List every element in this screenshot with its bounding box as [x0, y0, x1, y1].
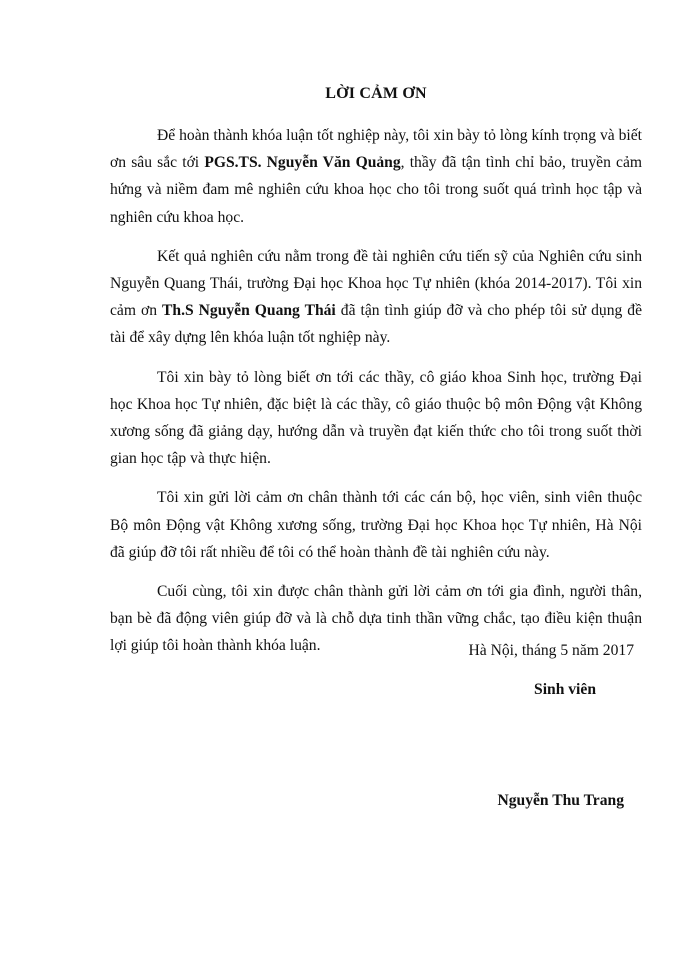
paragraph-4: Tôi xin gửi lời cảm ơn chân thành tới các cán bộ, học viên, sinh viên thuộc Bộ môn Động vật Không xương sống, trường Đại học Khoa học Tự nhiên, Hà Nội đã giúp đỡ tôi rất nhiều để tôi có thể hoàn thành đề tài nghiên cứu này.: [110, 489, 642, 561]
paragraph-1: [110, 122, 642, 231]
paragraph-5: Cuối cùng, tôi xin được chân thành gửi lời cảm ơn tới gia đình, người thân, bạn bè đã động viên giúp đỡ và là chỗ dựa tinh thần vững chắc, tạo điều kiện thuận lợi giúp tôi hoàn thành khóa luận.: [110, 583, 642, 655]
date-line: Hà Nội, tháng 5 năm 2017: [468, 642, 634, 659]
co-advisor-name: Th.S Nguyễn Quang Thái: [162, 302, 336, 320]
advisor-name: PGS.TS. Nguyễn Văn Quảng: [204, 154, 401, 172]
paragraph-1-text-before: Để hoàn thành khóa luận tốt nghiệp này, tôi xin bày tỏ lòng kính trọng và biết ơn sâu sắc tới: [110, 127, 642, 172]
signer-name: Nguyễn Thu Trang: [497, 792, 624, 809]
paragraph-2-text-after: đã tận tình giúp đỡ và cho phép tôi sử dụng đề tài để xây dựng lên khóa luận tốt nghiệp này.: [110, 302, 643, 347]
signer-role: Sinh viên: [534, 681, 596, 698]
document-title: LỜI CẢM ƠN: [325, 85, 427, 102]
paragraph-1-text-after: , thầy đã tận tình chỉ bảo, truyền cảm hứng và niềm đam mê nghiên cứu khoa học cho tôi trong suốt quá trình học tập và nghiên cứu khoa học.: [110, 154, 642, 226]
paragraph-3: Tôi xin bày tỏ lòng biết ơn tới các thầy, cô giáo khoa Sinh học, trường Đại học Khoa học Tự nhiên, đặc biệt là các thầy, cô giáo thuộc bộ môn Động vật Không xương sống đã giảng dạy, hướng dẫn và truyền đạt kiến thức cho tôi trong suốt thời gian học tập và thực hiện.: [110, 368, 642, 468]
paragraph-2-text-before: Kết quả nghiên cứu nằm trong đề tài nghiên cứu tiến sỹ của Nghiên cứu sinh Nguyễn Quang Thái, trường Đại học Khoa học Tự nhiên (khóa 2014-2017). Tôi xin cảm ơn: [110, 247, 642, 320]
paragraph-2: [110, 243, 642, 352]
